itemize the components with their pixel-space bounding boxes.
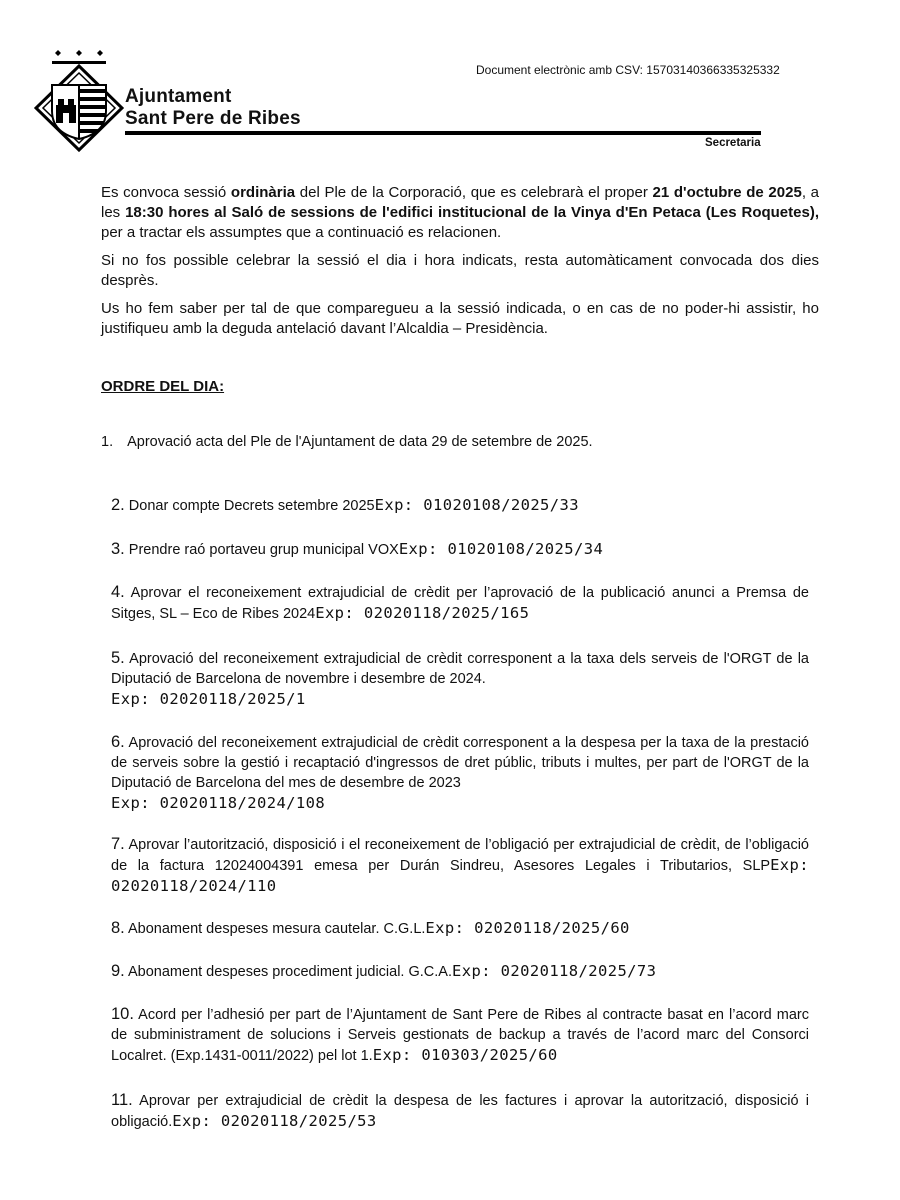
agenda-heading: ORDRE DEL DIA: (101, 378, 225, 395)
agenda-item-text: Donar compte Decrets setembre 2025 (124, 498, 375, 514)
agenda-item-exp: Exp: 01020108/2025/34 (398, 540, 604, 558)
agenda-item-exp: Exp: 02020118/2024/110 (111, 856, 809, 895)
agenda-item-number: 2. (111, 496, 125, 514)
agenda-item-text: Aprovar el reconeixement extrajudicial de crèdit per l’aprovació de la publicació anunci a Premsa de Sitges, SL – Eco de Ribes 2024 (111, 585, 809, 622)
agenda-item (111, 539, 809, 560)
session-location: al Saló de sessions de l'edifici institucional de la Vinya d'En Petaca (Les Roquetes), (209, 204, 819, 221)
agenda-item-text: Acord per l’adhesió per part de l’Ajuntament de Sant Pere de Ribes al contracte basat en l’acord marc de subministrament de solucions i Serveis gestionats de backup a través de l’acord marc del Consorci Localret. (Exp.1431-0011/2022) pel lot 1. (111, 1007, 809, 1064)
header-divider (125, 131, 761, 135)
department-label: Secretaria (705, 137, 761, 149)
fallback-paragraph: Si no fos possible celebrar la sessió el dia i hora indicats, resta automàticament convocada dos dies desprès. (101, 252, 819, 289)
org-line-2: Sant Pere de Ribes (125, 108, 301, 129)
agenda-item-exp: Exp: 02020118/2025/1 (111, 690, 306, 708)
agenda-item-number: 10. (111, 1005, 134, 1023)
agenda-item-number: 7. (111, 835, 125, 853)
agenda-item-text: Aprovació del reconeixement extrajudicial de crèdit corresponent a la despesa per la taxa de la prestació de serveis sobre la gestió i recaptació d'ingressos de dret públic, tributs i multes, per part de l'ORGT de la Diputació de Barcelona del mes de desembre de 2023 (111, 735, 809, 791)
agenda-item-number: 9. (111, 962, 125, 980)
municipal-coat-of-arms-icon (34, 45, 124, 157)
text-fragment: per a tractar els assumptes que a continuació es relacionen. (101, 224, 502, 241)
agenda-item (111, 1090, 809, 1132)
session-type: ordinària (230, 184, 296, 201)
agenda-item (111, 961, 809, 982)
agenda-item-number: 8. (111, 919, 125, 937)
convocation-paragraph (101, 183, 819, 243)
text-fragment: , a les (101, 184, 819, 221)
agenda-item-text: Abonament despeses procediment judicial. G.C.A. (124, 964, 452, 980)
text-fragment: Es convoca sessió (101, 184, 231, 201)
session-time: 18:30 hores (125, 204, 210, 221)
agenda-item (111, 918, 809, 939)
agenda-item (111, 582, 809, 624)
agenda-item-text: Aprovació del reconeixement extrajudicial de crèdit corresponent a la taxa dels serveis de l'ORGT de la Diputació de Barcelona de novembre i desembre de 2024. (111, 651, 809, 687)
agenda-item (101, 432, 799, 452)
organization-name (125, 86, 301, 130)
agenda-item-text: Prendre raó portaveu grup municipal VOX (124, 542, 399, 558)
agenda-item-text: Aprovació acta del Ple de l'Ajuntament de data 29 de setembre de 2025. (127, 434, 593, 450)
agenda-item (111, 648, 809, 710)
org-line-1: Ajuntament (125, 86, 232, 107)
agenda-item-text: Aprovar l’autorització, disposició i el reconeixement de l’obligació per extrajudicial de crèdit, de l’obligació de la factura 12024004391 emesa per Durán Sindreu, Asesores Legales i Tributarios, SLP (111, 837, 809, 874)
agenda-item-number: 4. (111, 583, 125, 601)
agenda-item-exp: Exp: 010303/2025/60 (372, 1046, 558, 1064)
agenda-item-exp: Exp: 02020118/2025/60 (425, 919, 630, 937)
agenda-item-number: 11. (111, 1091, 133, 1109)
agenda-item-exp: Exp: 02020118/2025/53 (172, 1112, 377, 1130)
attendance-paragraph: Us ho fem saber per tal de que compareguеu a la sessió indicada, o en cas de no poder-hi assistir, ho justifiqueu amb la deguda antelació davant l’Alcaldia – Presidència. (101, 300, 819, 337)
text-fragment: del Ple de la Corporació, que es celebrarà el proper (295, 184, 653, 201)
agenda-item (111, 495, 809, 516)
session-date: 21 d'octubre de 2025 (652, 184, 802, 201)
agenda-item-number: 3. (111, 540, 125, 558)
agenda-item-exp: Exp: 01020108/2025/33 (374, 496, 579, 514)
agenda-item-exp: Exp: 02020118/2025/165 (315, 604, 530, 622)
agenda-item-text: Aprovar per extrajudicial de crèdit la despesa de les factures i aprovar la autorització, disposició i obligació. (111, 1093, 809, 1130)
agenda-item-number: 1. (101, 434, 114, 450)
csv-label: Document electrònic amb CSV: 15703140366335325332 (476, 63, 780, 77)
agenda-item-text: Abonament despeses mesura cautelar. C.G.L. (124, 921, 426, 937)
agenda-item (111, 1004, 809, 1066)
agenda-item (111, 732, 809, 814)
agenda-item-number: 6. (111, 733, 125, 751)
agenda-item-number: 5. (111, 649, 125, 667)
agenda-item-exp: Exp: 02020118/2025/73 (452, 962, 657, 980)
agenda-item-exp: Exp: 02020118/2024/108 (111, 794, 326, 812)
agenda-item (111, 834, 809, 897)
